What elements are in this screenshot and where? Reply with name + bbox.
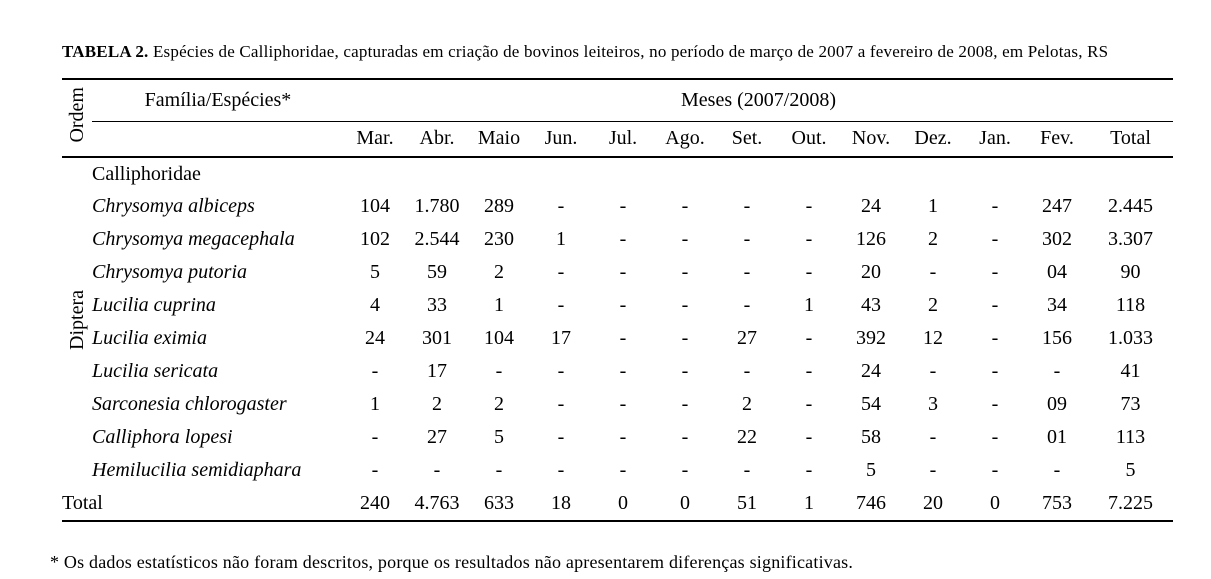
table-caption-text: Espécies de Calliphoridae, capturadas em criação de bovinos leiteiros, no período de março de 2007 a fevereiro de 2008, em Pelotas, RS [152, 42, 1109, 61]
table-cell [716, 157, 778, 190]
total-cell: 7.225 [1108, 492, 1153, 514]
table-cell: - [557, 195, 565, 217]
total-cell: 4.763 [414, 492, 460, 514]
order-label: Diptera [65, 289, 88, 350]
column-header-mar: Mar. [344, 121, 406, 157]
table-cell: - [681, 360, 689, 382]
table-cell: - [619, 294, 627, 316]
table-cell: - [619, 393, 627, 415]
table-cell: 301 [422, 327, 452, 349]
species-row [62, 256, 1173, 289]
table-caption [62, 42, 1192, 62]
table-cell: - [929, 459, 937, 481]
header-row-months [62, 121, 1173, 157]
table-cell: 5 [866, 459, 876, 481]
table-cell: - [991, 393, 999, 415]
species-row [62, 355, 1173, 388]
table-cell: 2 [494, 261, 504, 283]
table-cell: 54 [861, 393, 881, 415]
total-cell: 18 [551, 492, 571, 514]
table-cell: 1 [928, 195, 938, 217]
column-header-meses-group: Meses (2007/2008) [344, 79, 1173, 121]
table-cell: 156 [1042, 327, 1072, 349]
table-cell: 2.544 [414, 228, 460, 250]
table-cell: - [557, 459, 565, 481]
total-cell: 1 [804, 492, 814, 514]
table-cell: - [557, 261, 565, 283]
column-header-dez: Dez. [902, 121, 964, 157]
table-cell: - [805, 228, 813, 250]
table-cell: 5 [494, 426, 504, 448]
table-cell: - [805, 426, 813, 448]
table-cell: - [743, 294, 751, 316]
table-cell: - [991, 261, 999, 283]
ordem-vertical-label: Ordem [65, 87, 88, 143]
species-table [62, 78, 1173, 522]
total-cell: 0 [680, 492, 690, 514]
table-cell [468, 157, 530, 190]
table-cell: 102 [360, 228, 390, 250]
table-cell: - [805, 261, 813, 283]
species-row [62, 421, 1173, 454]
table-cell: 17 [551, 327, 571, 349]
total-cell: 0 [990, 492, 1000, 514]
species-name: Lucilia cuprina [92, 294, 216, 316]
table-cell: 43 [861, 294, 881, 316]
family-name: Calliphoridae [92, 162, 201, 185]
column-header-familia-especies: Família/Espécies* [92, 79, 344, 121]
table-cell: 2 [928, 228, 938, 250]
table-cell: 12 [923, 327, 943, 349]
table-cell: 126 [856, 228, 886, 250]
table-cell: - [681, 228, 689, 250]
table-cell: - [991, 426, 999, 448]
table-cell: - [433, 459, 441, 481]
table-cell: 1 [804, 294, 814, 316]
table-cell: 118 [1115, 294, 1146, 316]
table-cell [1026, 157, 1088, 190]
table-cell: 230 [484, 228, 514, 250]
table-cell: 2 [494, 393, 504, 415]
total-cell: 51 [737, 492, 757, 514]
order-cell [62, 157, 92, 487]
table-cell: - [805, 327, 813, 349]
table-cell: 24 [861, 195, 881, 217]
table-cell: 58 [861, 426, 881, 448]
table-cell: - [743, 228, 751, 250]
total-cell: 20 [923, 492, 943, 514]
table-cell: - [743, 459, 751, 481]
table-cell: - [619, 360, 627, 382]
table-cell: - [929, 261, 937, 283]
table-cell: 3.307 [1108, 228, 1153, 250]
table-cell: 2 [928, 294, 938, 316]
table-cell: 289 [484, 195, 514, 217]
species-name: Chrysomya megacephala [92, 228, 295, 250]
table-cell: - [991, 195, 999, 217]
table-cell: - [371, 360, 379, 382]
table-cell: - [991, 228, 999, 250]
table-cell: 4 [370, 294, 380, 316]
total-cell: 746 [856, 492, 886, 514]
table-cell: 27 [737, 327, 757, 349]
table-cell: 24 [861, 360, 881, 382]
table-cell: 34 [1047, 294, 1067, 316]
table-cell: - [371, 426, 379, 448]
header-row-groups [62, 79, 1173, 121]
table-cell: - [619, 459, 627, 481]
total-cell: 240 [360, 492, 390, 514]
table-cell: - [805, 195, 813, 217]
table-cell [592, 157, 654, 190]
table-cell: - [1053, 459, 1061, 481]
table-cell: 302 [1042, 228, 1072, 250]
table-cell: - [619, 261, 627, 283]
table-cell [1088, 157, 1173, 190]
column-header-maio: Maio [468, 121, 530, 157]
table-cell: 3 [928, 393, 938, 415]
table-cell: 2 [742, 393, 752, 415]
table-cell: 1 [494, 294, 504, 316]
table-cell: - [743, 195, 751, 217]
table-cell: - [805, 459, 813, 481]
table-cell: - [681, 327, 689, 349]
table-cell: 392 [856, 327, 886, 349]
column-header-nov: Nov. [840, 121, 902, 157]
species-row [62, 388, 1173, 421]
table-cell: 2 [432, 393, 442, 415]
table-cell: - [929, 426, 937, 448]
table-cell: 113 [1115, 426, 1146, 448]
table-cell: 01 [1047, 426, 1067, 448]
table-caption-label: TABELA 2. [62, 42, 149, 61]
table-cell: 24 [365, 327, 385, 349]
footnote: * Os dados estatísticos não foram descritos, porque os resultados não apresentarem diferenças significativas. [50, 552, 854, 572]
table-body [62, 157, 1173, 521]
table-cell: - [743, 261, 751, 283]
table-cell: - [681, 195, 689, 217]
table-cell [778, 157, 840, 190]
column-header-set: Set. [716, 121, 778, 157]
total-label: Total [62, 492, 103, 514]
species-name: Chrysomya albiceps [92, 195, 255, 217]
table-cell: - [619, 327, 627, 349]
table-cell: - [929, 360, 937, 382]
table-cell: - [619, 195, 627, 217]
column-header-ago: Ago. [654, 121, 716, 157]
table-cell: - [1053, 360, 1061, 382]
table-cell: 1.033 [1108, 327, 1153, 349]
table-cell: 2.445 [1108, 195, 1153, 217]
table-cell: - [805, 360, 813, 382]
table-cell: 59 [427, 261, 447, 283]
table-cell [840, 157, 902, 190]
table-cell: 22 [737, 426, 757, 448]
table-cell: - [991, 327, 999, 349]
table-cell: 104 [360, 195, 390, 217]
species-row [62, 223, 1173, 256]
column-header-fev: Fev. [1026, 121, 1088, 157]
table-cell: - [681, 261, 689, 283]
table-cell: 33 [427, 294, 447, 316]
total-cell: 0 [618, 492, 628, 514]
column-header-ordem [62, 79, 92, 157]
table-cell: 5 [1125, 459, 1136, 481]
species-column-spacer [92, 121, 344, 157]
table-cell: 73 [1120, 393, 1141, 415]
table-cell: - [557, 426, 565, 448]
species-name: Calliphora lopesi [92, 426, 233, 448]
table-cell: 5 [370, 261, 380, 283]
column-header-total: Total [1088, 121, 1173, 157]
column-header-abr: Abr. [406, 121, 468, 157]
table-cell: - [557, 294, 565, 316]
table-cell [344, 157, 406, 190]
table-cell: 90 [1120, 261, 1141, 283]
species-row [62, 322, 1173, 355]
table-cell: 247 [1042, 195, 1072, 217]
table-cell: - [991, 459, 999, 481]
table-cell: - [681, 294, 689, 316]
table-cell: 17 [427, 360, 447, 382]
table-cell: 1.780 [414, 195, 460, 217]
table-cell: - [495, 459, 503, 481]
table-cell: - [805, 393, 813, 415]
table-cell [964, 157, 1026, 190]
table-cell [530, 157, 592, 190]
species-name: Lucilia sericata [92, 360, 219, 382]
family-row [62, 157, 1173, 190]
total-row [62, 487, 1173, 521]
table-cell: 09 [1047, 393, 1067, 415]
species-row [62, 454, 1173, 487]
table-cell: - [991, 294, 999, 316]
species-name: Chrysomya putoria [92, 261, 247, 283]
table-cell [654, 157, 716, 190]
species-name: Lucilia eximia [92, 327, 207, 349]
table-header [62, 79, 1173, 157]
table-cell [406, 157, 468, 190]
table-cell: 1 [556, 228, 566, 250]
table-cell: 1 [370, 393, 380, 415]
table-cell: - [743, 360, 751, 382]
table-cell: 27 [427, 426, 447, 448]
table-cell: - [557, 360, 565, 382]
table-cell: - [371, 459, 379, 481]
column-header-jan: Jan. [964, 121, 1026, 157]
total-cell: 633 [484, 492, 514, 514]
species-name: Sarconesia chlorogaster [92, 393, 287, 415]
column-header-jul: Jul. [592, 121, 654, 157]
table-cell: - [495, 360, 503, 382]
table-cell: - [619, 426, 627, 448]
species-row [62, 289, 1173, 322]
column-header-jun: Jun. [530, 121, 592, 157]
table-cell: - [619, 228, 627, 250]
table-cell: 04 [1047, 261, 1067, 283]
table-cell: 104 [484, 327, 514, 349]
table-cell: - [681, 393, 689, 415]
table-cell: - [557, 393, 565, 415]
table-cell: 41 [1120, 360, 1141, 382]
table-cell: - [681, 459, 689, 481]
species-row [62, 190, 1173, 223]
table-cell [902, 157, 964, 190]
species-name: Hemilucilia semidiaphara [92, 459, 302, 481]
column-header-out: Out. [778, 121, 840, 157]
table-cell: - [991, 360, 999, 382]
table-cell: 20 [861, 261, 881, 283]
total-cell: 753 [1042, 492, 1072, 514]
table-cell: - [681, 426, 689, 448]
